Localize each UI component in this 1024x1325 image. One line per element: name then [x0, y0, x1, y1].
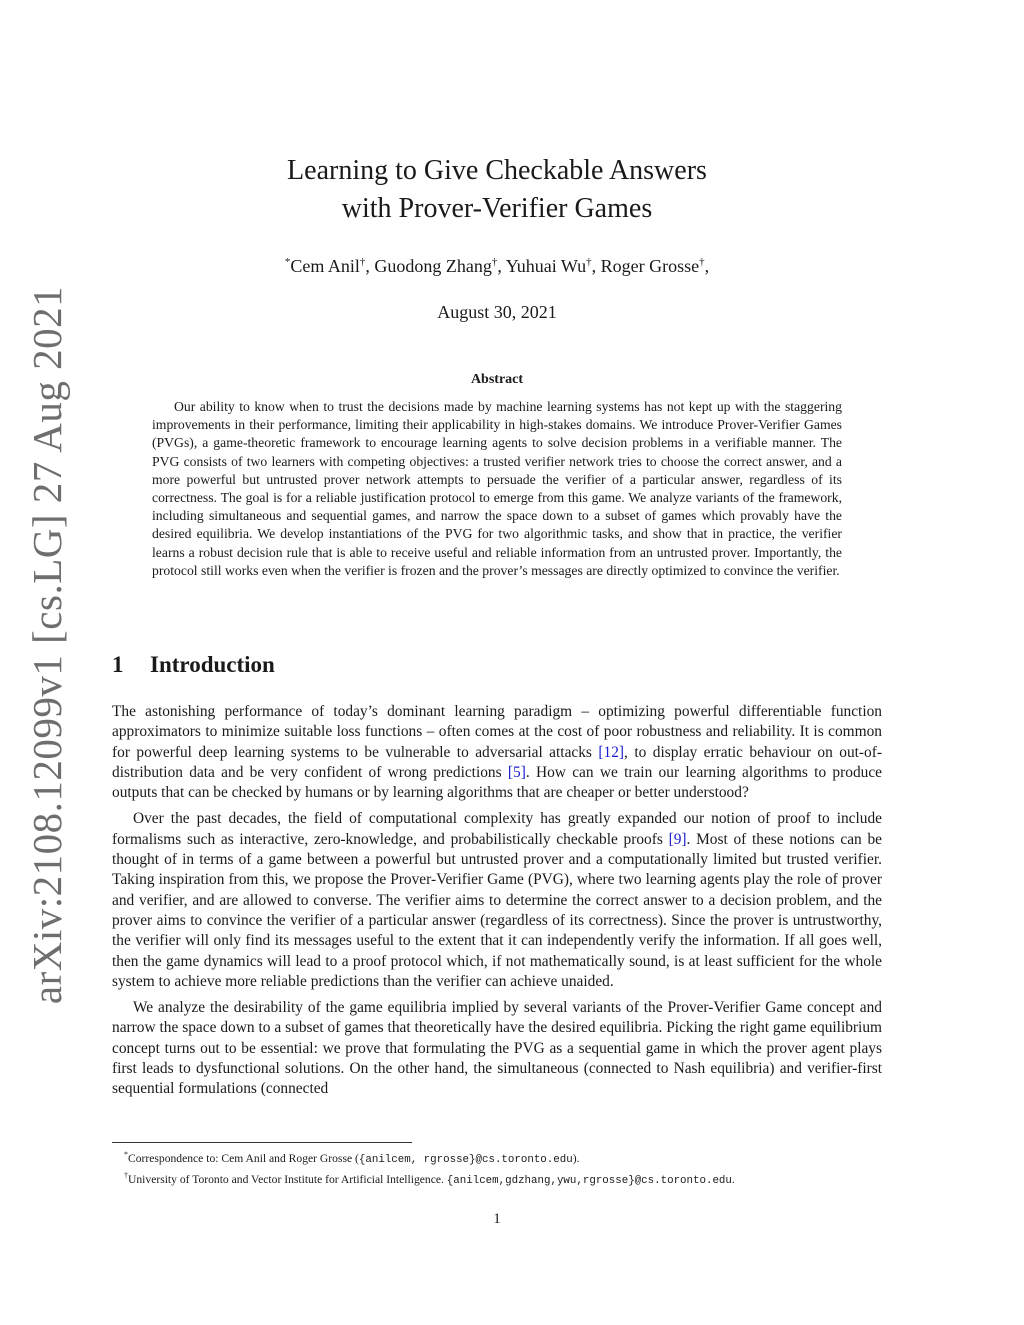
section-title: Introduction	[150, 652, 275, 677]
abstract-heading: Abstract	[470, 372, 524, 387]
abstract-text: Our ability to know when to trust the decisions made by machine learning systems has not kept up with the staggering improvements in their performance, limiting their applicability in high-stakes domains. We introduce Prover-Verifier Games (PVGs), a game-theoretic framework to encourage learning agents to solve decision problems in a verifiable manner. The PVG consists of two learners with competing objectives: a trusted verifier network tries to choose the correct answer, and a more powerful but untrusted prover network attempts to persuade the verifier of a particular answer, regardless of its correctness. The goal is for a reliable justification protocol to emerge from this game. We analyze variants of the framework, including simultaneous and sequential games, and narrow the space down to a subset of games which provably have the desired equilibria. We develop instantiations of the PVG for two algorithmic tasks, and show that in practice, the verifier learns a robust decision rule that is able to receive useful and reliable information from an untrusted prover. Importantly, the protocol still works even when the verifier is frozen and the prover’s messages are directly optimized to convince the verifier.	[152, 399, 842, 578]
arxiv-identifier-stamp[interactable]: arXiv:2108.12099v1 [cs.LG] 27 Aug 2021	[24, 285, 70, 1005]
paragraph: The astonishing performance of today’s dominant learning paradigm – optimizing powerful differentiable function approximators to minimize suitable loss functions – often comes at the cost of poor robustness and reliability. It is common for powerful deep learning systems to be vulnerable to adversarial attacks [12], to display erratic behaviour on out-of-distribution data and be very confident of wrong predictions [5]. How can we train our learning algorithms to produce outputs that can be checked by humans or by learning algorithms that are cheaper or better understood?	[112, 703, 882, 802]
footnote-divider	[112, 1142, 412, 1143]
section-heading	[112, 652, 275, 678]
author: *Cem Anil†,	[284, 256, 375, 276]
footnote-affiliation: †University of Toronto and Vector Institute for Artificial Intelligence. {anilcem,gdzhang,ywu,rgrosse}@cs.toronto.edu.	[124, 1171, 735, 1188]
paragraph: We analyze the desirability of the game equilibria implied by several variants of the Prover-Verifier Game concept and narrow the space down to a subset of games that theoretically have the desired equilibria. Picking the right game equilibrium concept turns out to be essential: we prove that formulating the PVG as a sequential game in which the prover agent plays first leads to dysfunctional solutions. On the other hand, the simultaneous (connected to Nash equilibria) and verifier-first sequential formulations (connected	[112, 999, 882, 1098]
title-line-2: with Prover-Verifier Games	[341, 193, 653, 224]
author: Guodong Zhang†,	[374, 256, 506, 276]
author-list	[160, 250, 834, 278]
author: Yuhuai Wu†,	[505, 256, 601, 276]
footnotes	[112, 1147, 902, 1190]
footnote-correspondence: *Correspondence to: Cem Anil and Roger Grosse ({anilcem, rgrosse}@cs.toronto.edu).	[124, 1150, 580, 1166]
email-link[interactable]: {anilcem, rgrosse}@cs.toronto.edu	[358, 1153, 573, 1166]
body-text	[112, 702, 882, 1106]
title-line-1: Learning to Give Checkable Answers	[287, 155, 707, 186]
publication-date: August 30, 2021	[437, 302, 557, 322]
section-number: 1	[112, 652, 124, 677]
citation-link[interactable]: [9]	[668, 830, 687, 848]
paragraph: Over the past decades, the field of computational complexity has greatly expanded our notion of proof to include formalisms such as interactive, zero-knowledge, and probabilistically checkable proofs [9]. Most of these notions can be thought of in terms of a game between a powerful but untrusted prover and a computationally limited but trusted verifier. Taking inspiration from this, we propose the Prover-Verifier Game (PVG), where two learning agents play the role of prover and verifier, and are allowed to converse. The verifier aims to determine the correct answer to a decision problem, and the prover aims to convince the verifier of a particular answer (regardless of its correctness). Since the prover is untrustworthy, the verifier will only find its messages useful to the extent that it can independently verify the information. If all goes well, then the game dynamics will lead to a proof protocol which, if not mathematically sound, is at least sufficient for the whole system to achieve more reliable predictions than the verifier can achieve unaided.	[112, 810, 882, 990]
citation-link[interactable]: [5]	[507, 763, 526, 781]
page-number: 1	[493, 1211, 501, 1227]
citation-link[interactable]: [12]	[598, 743, 625, 761]
author: Roger Grosse†,	[600, 256, 710, 276]
paper-title	[180, 152, 814, 228]
email-link[interactable]: {anilcem,gdzhang,ywu,rgrosse}@cs.toronto.edu	[446, 1175, 732, 1188]
